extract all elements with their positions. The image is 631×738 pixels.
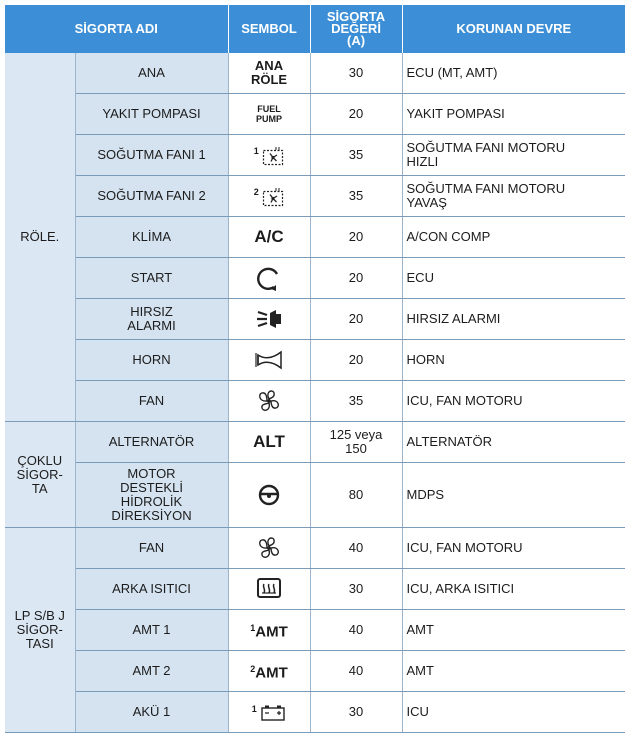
alarm-horn-icon: [255, 307, 283, 331]
fuse-value: 30: [310, 569, 402, 610]
fuse-value: 125 veya 150: [310, 422, 402, 463]
fuse-symbol: ANA RÖLE: [228, 53, 310, 94]
fuse-symbol: $^2$AMT: [228, 651, 310, 692]
fuse-name: ALTERNATÖR: [75, 422, 228, 463]
fuse-name: ANA: [75, 53, 228, 94]
rear-defroster-icon: [256, 577, 282, 601]
header-fuse-value: SİGORTA DEĞERİ (A): [310, 5, 402, 53]
fuse-value: 20: [310, 340, 402, 381]
fuse-name: HORN: [75, 340, 228, 381]
group-multi-fuse: ÇOKLU SİGOR- TA: [5, 422, 75, 528]
protected-circuit: ICU, FAN MOTORU: [402, 381, 625, 422]
table-row: [5, 217, 625, 258]
steering-wheel-icon: [257, 483, 281, 507]
fuse-value: 20: [310, 258, 402, 299]
table-row: [5, 381, 625, 422]
fuse-value: 40: [310, 528, 402, 569]
table-row: [5, 422, 625, 463]
fuse-name: SOĞUTMA FANI 1: [75, 135, 228, 176]
fuse-name: YAKIT POMPASI: [75, 94, 228, 135]
table-row: [5, 340, 625, 381]
fuse-value: 30: [310, 692, 402, 733]
fuse-symbol: [228, 258, 310, 299]
fuse-name: HIRSIZ ALARMI: [75, 299, 228, 340]
fuse-symbol: FUEL PUMP: [228, 94, 310, 135]
fuse-symbol: [228, 340, 310, 381]
table-header-row: [5, 5, 625, 53]
fuse-value: 20: [310, 299, 402, 340]
fuse-name: AMT 2: [75, 651, 228, 692]
table-row: [5, 135, 625, 176]
protected-circuit: ICU: [402, 692, 625, 733]
fuse-symbol: [228, 528, 310, 569]
table-row: [5, 651, 625, 692]
header-symbol: SEMBOL: [228, 5, 310, 53]
protected-circuit: AMT: [402, 651, 625, 692]
protected-circuit: YAKIT POMPASI: [402, 94, 625, 135]
protected-circuit: MDPS: [402, 463, 625, 528]
table-row: [5, 94, 625, 135]
header-fuse-name: SİGORTA ADI: [5, 5, 228, 53]
fan-icon: [255, 534, 283, 562]
fuse-name: AKÜ 1: [75, 692, 228, 733]
fuse-name: MOTOR DESTEKLİ HİDROLİK DİREKSİYON: [75, 463, 228, 528]
fuse-name: FAN: [75, 528, 228, 569]
fuse-name: START: [75, 258, 228, 299]
fuse-name: FAN: [75, 381, 228, 422]
fuse-name: AMT 1: [75, 610, 228, 651]
fuse-symbol: 2: [228, 176, 310, 217]
protected-circuit: ALTERNATÖR: [402, 422, 625, 463]
table-row: [5, 610, 625, 651]
fuse-name: KLİMA: [75, 217, 228, 258]
fuse-symbol: [228, 299, 310, 340]
fuse-value: 30: [310, 53, 402, 94]
protected-circuit: SOĞUTMA FANI MOTORU HIZLI: [402, 135, 625, 176]
fan-icon: [255, 387, 283, 415]
start-arrow-icon: [255, 265, 283, 291]
fuse-symbol: [228, 463, 310, 528]
fuse-value: 20: [310, 94, 402, 135]
table-row: [5, 258, 625, 299]
protected-circuit: ECU (MT, AMT): [402, 53, 625, 94]
cooling-fan-icon: [262, 146, 284, 166]
header-protected-circuit: KORUNAN DEVRE: [402, 5, 625, 53]
cooling-fan-icon: [262, 187, 284, 207]
table-row: [5, 692, 625, 733]
protected-circuit: AMT: [402, 610, 625, 651]
fuse-symbol: [228, 381, 310, 422]
fuse-value: 35: [310, 135, 402, 176]
protected-circuit: ICU, FAN MOTORU: [402, 528, 625, 569]
horn-icon: [254, 349, 284, 371]
group-lp-sbj: LP S/B J SİGOR- TASI: [5, 528, 75, 733]
protected-circuit: ECU: [402, 258, 625, 299]
fuse-value: 80: [310, 463, 402, 528]
fuse-value: 40: [310, 610, 402, 651]
protected-circuit: HIRSIZ ALARMI: [402, 299, 625, 340]
protected-circuit: ICU, ARKA ISITICI: [402, 569, 625, 610]
fuse-symbol: 1: [228, 692, 310, 733]
fuse-name: SOĞUTMA FANI 2: [75, 176, 228, 217]
fuse-value: 40: [310, 651, 402, 692]
table-row: [5, 569, 625, 610]
fuse-name: ARKA ISITICI: [75, 569, 228, 610]
table-row: [5, 528, 625, 569]
protected-circuit: HORN: [402, 340, 625, 381]
table-row: [5, 463, 625, 528]
table-row: [5, 176, 625, 217]
fuse-symbol: $^1$AMT: [228, 610, 310, 651]
fuse-value: 20: [310, 217, 402, 258]
fuse-symbol: [228, 569, 310, 610]
group-role: RÖLE.: [5, 53, 75, 422]
table-row: [5, 299, 625, 340]
fuse-value: 35: [310, 176, 402, 217]
protected-circuit: SOĞUTMA FANI MOTORU YAVAŞ: [402, 176, 625, 217]
fuse-symbol: 1: [228, 135, 310, 176]
battery-icon: [260, 704, 286, 722]
table-row: [5, 53, 625, 94]
fuse-table: [5, 5, 625, 733]
fuse-symbol: A/C: [228, 217, 310, 258]
fuse-value: 35: [310, 381, 402, 422]
protected-circuit: A/CON COMP: [402, 217, 625, 258]
fuse-symbol: ALT: [228, 422, 310, 463]
